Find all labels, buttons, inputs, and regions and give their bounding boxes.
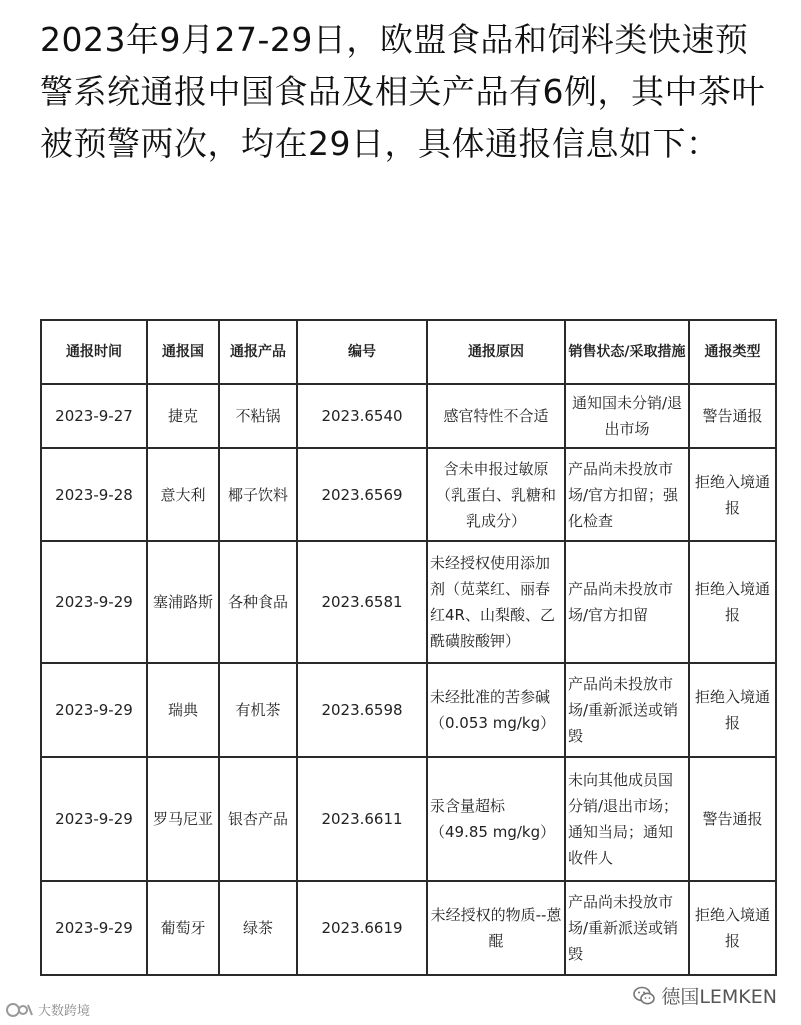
cell-status: 产品尚未投放市场/重新派送或销毁	[565, 663, 689, 757]
cell-status: 产品尚未投放市场/重新派送或销毁	[565, 881, 689, 975]
cell-status: 未向其他成员国分销/退出市场；通知当局；通知收件人	[565, 757, 689, 881]
right-watermark-text: 德国LEMKEN	[661, 986, 777, 1008]
cell-product: 银杏产品	[219, 757, 297, 881]
cell-country: 意大利	[147, 448, 219, 541]
cell-date: 2023-9-28	[41, 448, 147, 541]
rasff-notification-table	[40, 319, 777, 976]
table-row	[41, 881, 776, 975]
cell-reason: 汞含量超标（49.85 mg/kg）	[427, 757, 565, 881]
table-row	[41, 384, 776, 448]
cell-reason: 未经批准的苦参碱（0.053 mg/kg）	[427, 663, 565, 757]
cell-date: 2023-9-27	[41, 384, 147, 448]
table-header-row	[41, 320, 776, 384]
table-row	[41, 757, 776, 881]
table-row	[41, 448, 776, 541]
cell-type: 警告通报	[689, 384, 776, 448]
header-status: 销售状态/采取措施	[565, 320, 689, 384]
cell-number: 2023.6598	[297, 663, 427, 757]
header-reason: 通报原因	[427, 320, 565, 384]
cell-number: 2023.6611	[297, 757, 427, 881]
cell-reason: 含未申报过敏原（乳蛋白、乳糖和乳成分）	[427, 448, 565, 541]
cell-product: 椰子饮料	[219, 448, 297, 541]
header-country: 通报国	[147, 320, 219, 384]
cell-type: 警告通报	[689, 757, 776, 881]
cell-status: 通知国未分销/退出市场	[565, 384, 689, 448]
right-watermark	[633, 982, 777, 1009]
left-watermark	[6, 1000, 90, 1019]
cell-status: 产品尚未投放市场/官方扣留	[565, 541, 689, 663]
cell-date: 2023-9-29	[41, 663, 147, 757]
table-row	[41, 541, 776, 663]
cell-number: 2023.6619	[297, 881, 427, 975]
cell-type: 拒绝入境通报	[689, 541, 776, 663]
cell-number: 2023.6581	[297, 541, 427, 663]
header-type: 通报类型	[689, 320, 776, 384]
cell-reason: 感官特性不合适	[427, 384, 565, 448]
cell-date: 2023-9-29	[41, 541, 147, 663]
cell-reason: 未经授权的物质--蒽醌	[427, 881, 565, 975]
cell-product: 各种食品	[219, 541, 297, 663]
header-product: 通报产品	[219, 320, 297, 384]
cell-reason: 未经授权使用添加剂（苋菜红、丽春红4R、山梨酸、乙酰磺胺酸钾）	[427, 541, 565, 663]
cell-type: 拒绝入境通报	[689, 663, 776, 757]
cell-product: 不粘锅	[219, 384, 297, 448]
cell-product: 有机茶	[219, 663, 297, 757]
cell-product: 绿茶	[219, 881, 297, 975]
cell-status: 产品尚未投放市场/官方扣留；强化检查	[565, 448, 689, 541]
cell-number: 2023.6540	[297, 384, 427, 448]
cell-type: 拒绝入境通报	[689, 881, 776, 975]
cell-number: 2023.6569	[297, 448, 427, 541]
watermark-logo-icon	[6, 1001, 34, 1019]
cell-type: 拒绝入境通报	[689, 448, 776, 541]
header-number: 编号	[297, 320, 427, 384]
intro-paragraph: 2023年9月27-29日，欧盟食品和饲料类快速预警系统通报中国食品及相关产品有6例，其中茶叶被预警两次，均在29日，具体通报信息如下：	[40, 20, 765, 163]
cell-country: 塞浦路斯	[147, 541, 219, 663]
cell-country: 捷克	[147, 384, 219, 448]
cell-date: 2023-9-29	[41, 881, 147, 975]
cell-country: 瑞典	[147, 663, 219, 757]
table-row	[41, 663, 776, 757]
cell-country: 罗马尼亚	[147, 757, 219, 881]
left-watermark-text: 大数跨境	[38, 1004, 91, 1019]
wechat-icon	[633, 986, 655, 1006]
cell-country: 葡萄牙	[147, 881, 219, 975]
header-date: 通报时间	[41, 320, 147, 384]
cell-date: 2023-9-29	[41, 757, 147, 881]
